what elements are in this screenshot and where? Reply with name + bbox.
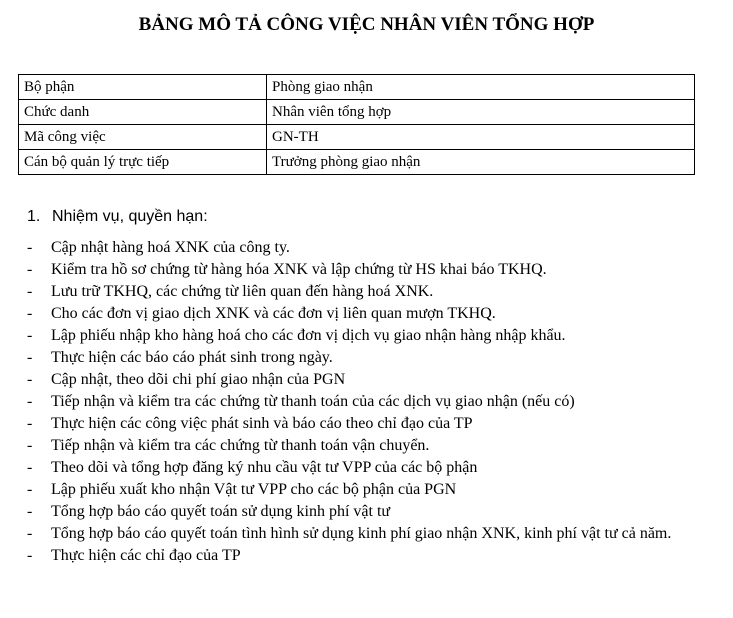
section-number: 1. <box>27 208 41 225</box>
bullet-dash: - <box>27 305 33 322</box>
section-title: Nhiệm vụ, quyền hạn: <box>52 208 208 225</box>
job-title-label: Chức danh <box>19 100 267 125</box>
list-item <box>27 303 695 325</box>
list-item <box>27 413 695 435</box>
task-text: Thực hiện các công việc phát sinh và báo cáo theo chỉ đạo của TP <box>51 415 473 432</box>
task-list <box>27 237 695 567</box>
bullet-dash: - <box>27 481 33 498</box>
task-text: Theo dõi và tổng hợp đăng ký nhu cầu vật tư VPP của các bộ phận <box>51 459 478 476</box>
direct-manager-value: Trưởng phòng giao nhận <box>267 150 695 175</box>
task-text: Thực hiện các báo cáo phát sinh trong ngày. <box>51 349 333 366</box>
task-text: Tổng hợp báo cáo quyết toán sử dụng kinh phí vật tư <box>51 503 391 520</box>
bullet-dash: - <box>27 371 33 388</box>
list-item <box>27 259 695 281</box>
table-row <box>19 150 695 175</box>
list-item <box>27 391 695 413</box>
job-code-value: GN-TH <box>267 125 695 150</box>
document-title: BẢNG MÔ TẢ CÔNG VIỆC NHÂN VIÊN TỔNG HỢP <box>138 14 595 35</box>
direct-manager-label: Cán bộ quản lý trực tiếp <box>19 150 267 175</box>
job-info-table <box>18 74 695 175</box>
bullet-dash: - <box>27 283 33 300</box>
task-text: Tiếp nhận và kiểm tra các chứng từ thanh toán của các dịch vụ giao nhận (nếu có) <box>51 393 575 410</box>
bullet-dash: - <box>27 349 33 366</box>
department-value: Phòng giao nhận <box>267 75 695 100</box>
task-text: Thực hiện các chỉ đạo của TP <box>51 547 241 564</box>
list-item <box>27 347 695 369</box>
bullet-dash: - <box>27 459 33 476</box>
bullet-dash: - <box>27 415 33 432</box>
task-text: Cập nhật, theo dõi chi phí giao nhận của PGN <box>51 371 346 388</box>
bullet-dash: - <box>27 437 33 454</box>
list-item <box>27 325 695 347</box>
list-item <box>27 435 695 457</box>
bullet-dash: - <box>27 393 33 410</box>
task-text: Cho các đơn vị giao dịch XNK và các đơn vị liên quan mượn TKHQ. <box>51 305 496 322</box>
task-text: Lập phiếu xuất kho nhận Vật tư VPP cho các bộ phận của PGN <box>51 481 457 498</box>
task-text: Lưu trữ TKHQ, các chứng từ liên quan đến hàng hoá XNK. <box>51 283 434 300</box>
department-label: Bộ phận <box>19 75 267 100</box>
job-code-label: Mã công việc <box>19 125 267 150</box>
bullet-dash: - <box>27 239 33 256</box>
bullet-dash: - <box>27 327 33 344</box>
list-item <box>27 237 695 259</box>
task-text: Lập phiếu nhập kho hàng hoá cho các đơn vị dịch vụ giao nhận hàng nhập khẩu. <box>51 327 566 344</box>
task-text: Tiếp nhận và kiểm tra các chứng từ thanh toán vận chuyển. <box>51 437 430 454</box>
table-row <box>19 100 695 125</box>
bullet-dash: - <box>27 261 33 278</box>
bullet-dash: - <box>27 503 33 520</box>
job-title-value: Nhân viên tổng hợp <box>267 100 695 125</box>
bullet-dash: - <box>27 525 33 542</box>
list-item <box>27 369 695 391</box>
list-item <box>27 523 695 545</box>
task-text: Tổng hợp báo cáo quyết toán tình hình sử dụng kinh phí giao nhận XNK, kinh phí vật tư cả năm. <box>51 525 672 542</box>
task-text: Cập nhật hàng hoá XNK của công ty. <box>51 239 290 256</box>
list-item <box>27 545 695 567</box>
list-item <box>27 457 695 479</box>
list-item <box>27 281 695 303</box>
list-item <box>27 501 695 523</box>
section-heading <box>27 208 208 226</box>
table-row <box>19 75 695 100</box>
list-item <box>27 479 695 501</box>
bullet-dash: - <box>27 547 33 564</box>
task-text: Kiểm tra hồ sơ chứng từ hàng hóa XNK và lập chứng từ HS khai báo TKHQ. <box>51 261 547 278</box>
table-row <box>19 125 695 150</box>
